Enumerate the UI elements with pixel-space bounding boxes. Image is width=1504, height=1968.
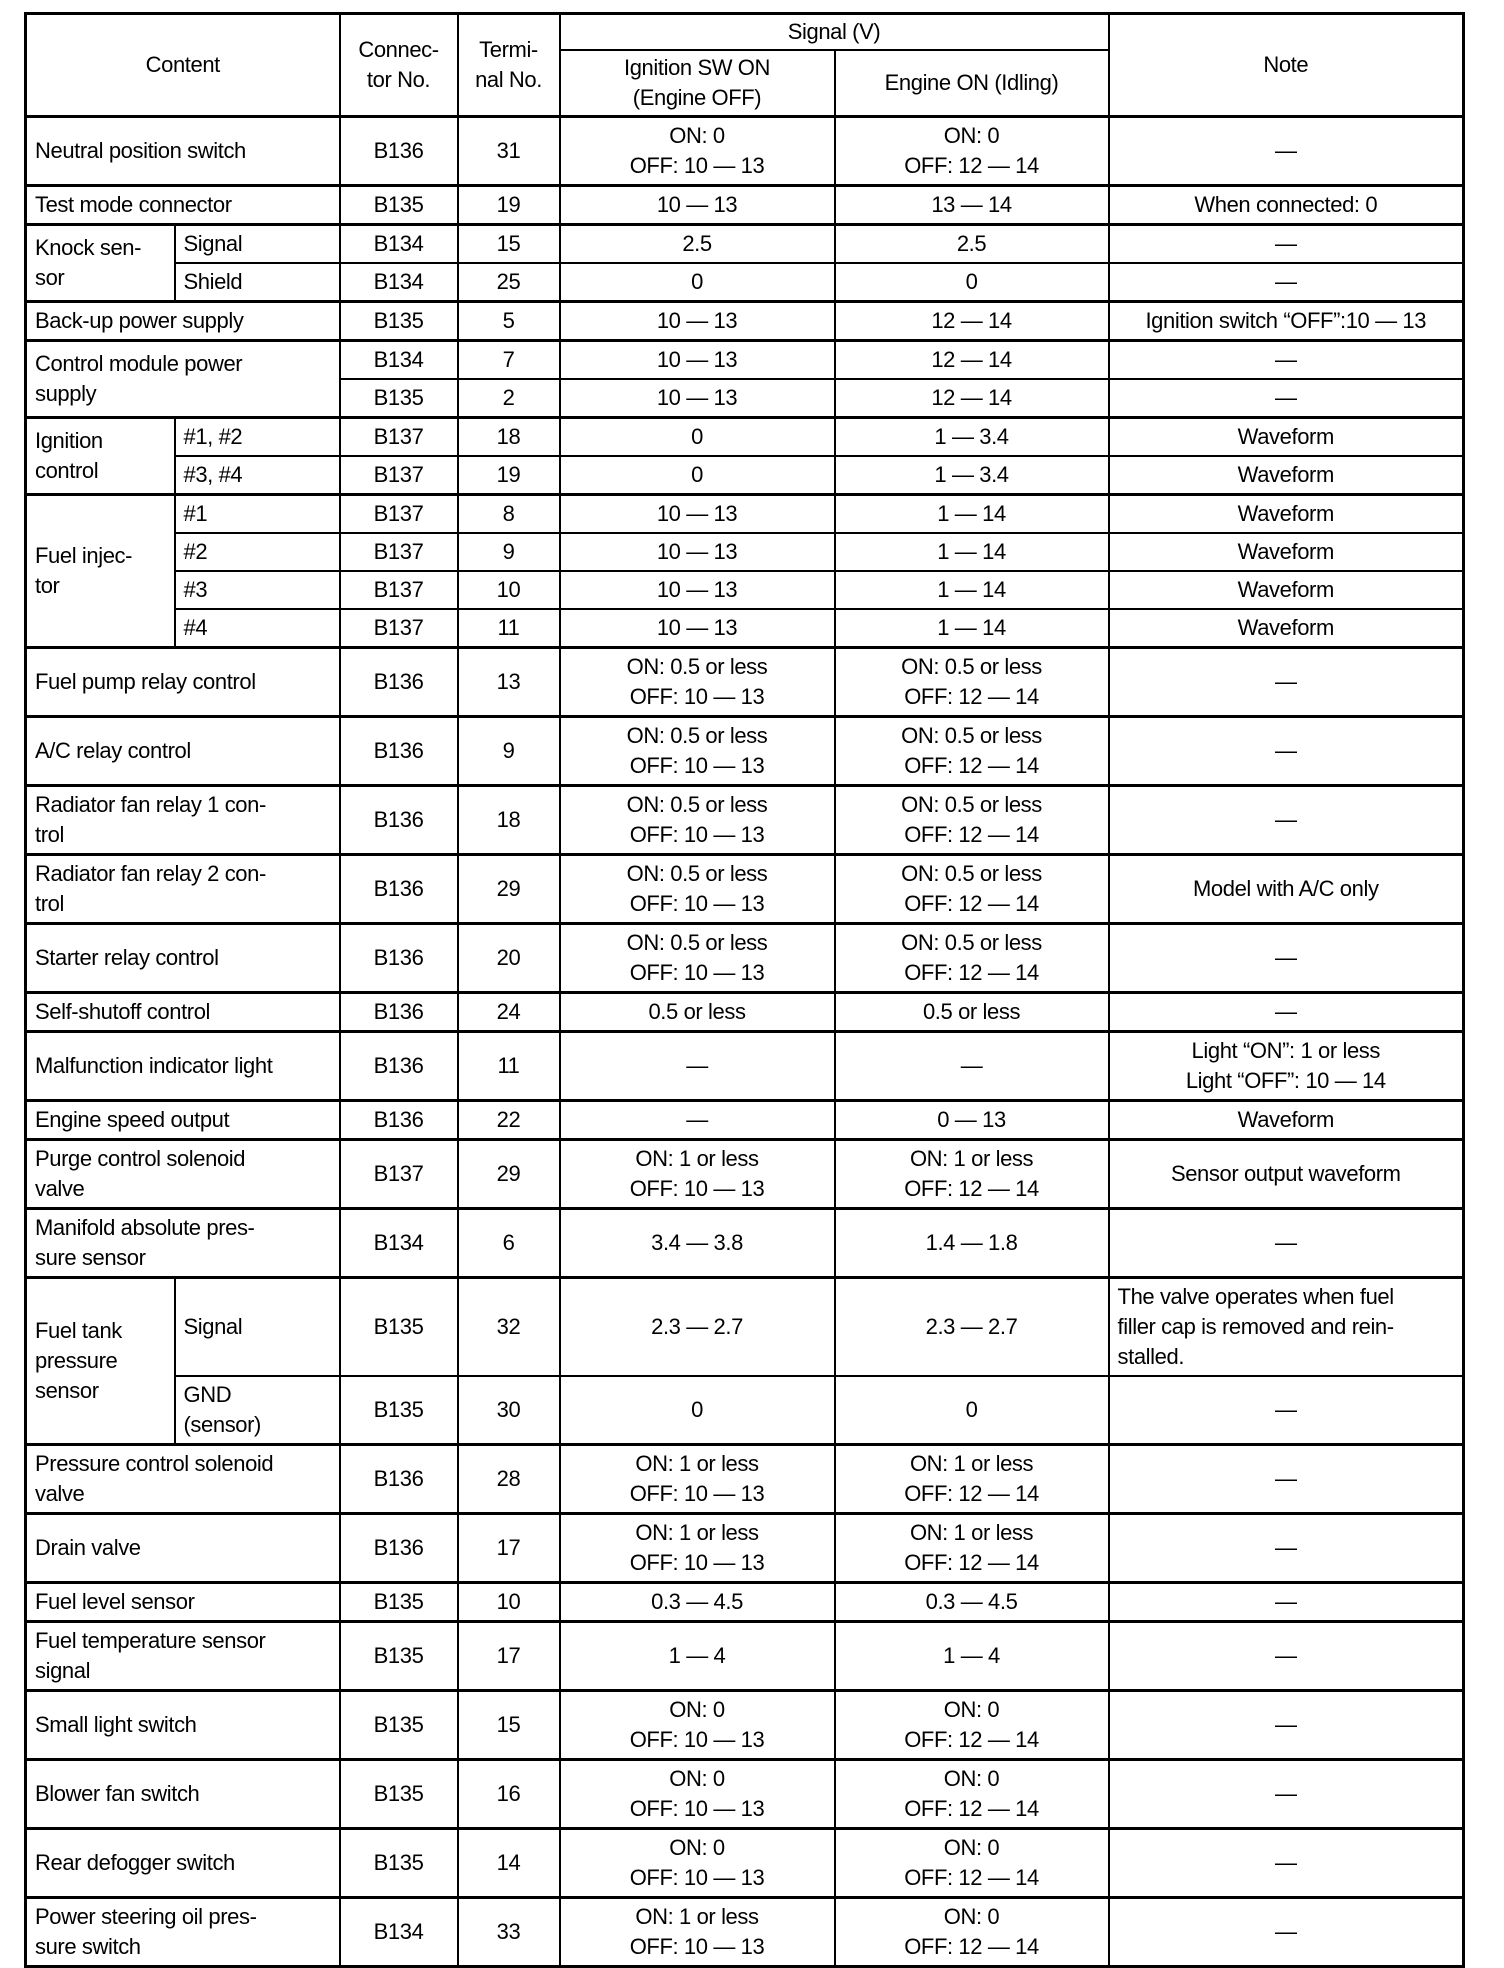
connector-cell: B136 xyxy=(340,648,458,717)
terminal-cell: 19 xyxy=(458,456,560,495)
header-engine-on: Engine ON (Idling) xyxy=(835,50,1109,117)
table-row xyxy=(26,1278,1464,1377)
engine-on-cell: ON: 0 OFF: 12 — 14 xyxy=(835,117,1109,186)
connector-cell: B135 xyxy=(340,379,458,418)
engine-on-cell: ON: 0.5 or less OFF: 12 — 14 xyxy=(835,924,1109,993)
table-row xyxy=(26,533,1464,571)
connector-cell: B136 xyxy=(340,1445,458,1514)
ignition-on-cell: 10 — 13 xyxy=(560,186,835,225)
table-body xyxy=(26,117,1464,1967)
engine-on-cell: 1 — 14 xyxy=(835,495,1109,534)
content-cell: Radiator fan relay 1 con- trol xyxy=(26,786,340,855)
sub-content-cell: GND (sensor) xyxy=(175,1376,340,1445)
terminal-cell: 15 xyxy=(458,1691,560,1760)
ignition-on-cell: ON: 0 OFF: 10 — 13 xyxy=(560,1691,835,1760)
terminal-cell: 18 xyxy=(458,418,560,457)
table-row xyxy=(26,855,1464,924)
connector-cell: B136 xyxy=(340,1101,458,1140)
terminal-cell: 8 xyxy=(458,495,560,534)
ignition-on-cell: 2.5 xyxy=(560,225,835,264)
engine-on-cell: ON: 0.5 or less OFF: 12 — 14 xyxy=(835,717,1109,786)
note-cell: — xyxy=(1109,924,1464,993)
content-cell: Radiator fan relay 2 con- trol xyxy=(26,855,340,924)
ignition-on-cell: ON: 1 or less OFF: 10 — 13 xyxy=(560,1898,835,1967)
note-cell: — xyxy=(1109,225,1464,264)
table-row xyxy=(26,786,1464,855)
terminal-cell: 17 xyxy=(458,1622,560,1691)
content-cell: Rear defogger switch xyxy=(26,1829,340,1898)
ignition-on-cell: 10 — 13 xyxy=(560,571,835,609)
ignition-on-cell: ON: 0.5 or less OFF: 10 — 13 xyxy=(560,924,835,993)
ignition-on-cell: ON: 1 or less OFF: 10 — 13 xyxy=(560,1445,835,1514)
ignition-on-cell: ON: 0.5 or less OFF: 10 — 13 xyxy=(560,717,835,786)
table-row xyxy=(26,418,1464,457)
engine-on-cell: 13 — 14 xyxy=(835,186,1109,225)
content-cell: Ignition control xyxy=(26,418,175,495)
table-row xyxy=(26,495,1464,534)
table-row xyxy=(26,1514,1464,1583)
terminal-cell: 30 xyxy=(458,1376,560,1445)
terminal-cell: 10 xyxy=(458,1583,560,1622)
note-cell: Waveform xyxy=(1109,495,1464,534)
terminal-cell: 20 xyxy=(458,924,560,993)
note-cell: Waveform xyxy=(1109,533,1464,571)
connector-cell: B135 xyxy=(340,1278,458,1377)
terminal-cell: 11 xyxy=(458,609,560,648)
sub-content-cell: #4 xyxy=(175,609,340,648)
table-row xyxy=(26,1032,1464,1101)
engine-on-cell: ON: 0 OFF: 12 — 14 xyxy=(835,1829,1109,1898)
note-cell: — xyxy=(1109,717,1464,786)
engine-on-cell: 12 — 14 xyxy=(835,302,1109,341)
table-row xyxy=(26,648,1464,717)
table-row xyxy=(26,1140,1464,1209)
ignition-on-cell: 0.3 — 4.5 xyxy=(560,1583,835,1622)
header-note: Note xyxy=(1109,14,1464,117)
sub-content-cell: #1 xyxy=(175,495,340,534)
terminal-cell: 28 xyxy=(458,1445,560,1514)
note-cell: — xyxy=(1109,1829,1464,1898)
note-cell: — xyxy=(1109,993,1464,1032)
engine-on-cell: ON: 0 OFF: 12 — 14 xyxy=(835,1898,1109,1967)
connector-cell: B135 xyxy=(340,1829,458,1898)
table-row xyxy=(26,302,1464,341)
connector-cell: B137 xyxy=(340,609,458,648)
ignition-on-cell: ON: 0 OFF: 10 — 13 xyxy=(560,117,835,186)
signal-table xyxy=(24,12,1465,1968)
content-cell: A/C relay control xyxy=(26,717,340,786)
terminal-cell: 9 xyxy=(458,717,560,786)
note-cell: — xyxy=(1109,648,1464,717)
note-cell: — xyxy=(1109,1622,1464,1691)
sub-content-cell: Signal xyxy=(175,1278,340,1377)
connector-cell: B134 xyxy=(340,263,458,302)
sub-content-cell: #3, #4 xyxy=(175,456,340,495)
engine-on-cell: ON: 0.5 or less OFF: 12 — 14 xyxy=(835,786,1109,855)
engine-on-cell: 1 — 3.4 xyxy=(835,418,1109,457)
content-cell: Pressure control solenoid valve xyxy=(26,1445,340,1514)
ignition-on-cell: 2.3 — 2.7 xyxy=(560,1278,835,1377)
ignition-on-cell: 10 — 13 xyxy=(560,302,835,341)
connector-cell: B136 xyxy=(340,855,458,924)
sub-content-cell: #3 xyxy=(175,571,340,609)
table-row xyxy=(26,571,1464,609)
table-row xyxy=(26,456,1464,495)
ignition-on-cell: 0 xyxy=(560,418,835,457)
terminal-cell: 11 xyxy=(458,1032,560,1101)
content-cell: Starter relay control xyxy=(26,924,340,993)
connector-cell: B134 xyxy=(340,1898,458,1967)
note-cell: Waveform xyxy=(1109,418,1464,457)
note-cell: — xyxy=(1109,1209,1464,1278)
terminal-cell: 6 xyxy=(458,1209,560,1278)
connector-cell: B136 xyxy=(340,1032,458,1101)
content-cell: Fuel injec- tor xyxy=(26,495,175,648)
content-cell: Self-shutoff control xyxy=(26,993,340,1032)
terminal-cell: 18 xyxy=(458,786,560,855)
ignition-on-cell: — xyxy=(560,1032,835,1101)
engine-on-cell: 0 xyxy=(835,1376,1109,1445)
ignition-on-cell: ON: 0 OFF: 10 — 13 xyxy=(560,1760,835,1829)
content-cell: Power steering oil pres- sure switch xyxy=(26,1898,340,1967)
engine-on-cell: 1.4 — 1.8 xyxy=(835,1209,1109,1278)
terminal-cell: 33 xyxy=(458,1898,560,1967)
engine-on-cell: 1 — 14 xyxy=(835,533,1109,571)
engine-on-cell: 2.5 xyxy=(835,225,1109,264)
connector-cell: B137 xyxy=(340,571,458,609)
engine-on-cell: 0.3 — 4.5 xyxy=(835,1583,1109,1622)
header-ignition-on: Ignition SW ON (Engine OFF) xyxy=(560,50,835,117)
engine-on-cell: 12 — 14 xyxy=(835,379,1109,418)
table-row xyxy=(26,609,1464,648)
ignition-on-cell: 0 xyxy=(560,263,835,302)
engine-on-cell: 0.5 or less xyxy=(835,993,1109,1032)
content-cell: Control module power supply xyxy=(26,341,340,418)
connector-cell: B137 xyxy=(340,1140,458,1209)
ignition-on-cell: ON: 0.5 or less OFF: 10 — 13 xyxy=(560,786,835,855)
connector-cell: B137 xyxy=(340,418,458,457)
note-cell: Waveform xyxy=(1109,1101,1464,1140)
note-cell: — xyxy=(1109,786,1464,855)
table-row xyxy=(26,1691,1464,1760)
note-cell: Waveform xyxy=(1109,609,1464,648)
note-cell: Model with A/C only xyxy=(1109,855,1464,924)
engine-on-cell: ON: 0 OFF: 12 — 14 xyxy=(835,1691,1109,1760)
ignition-on-cell: — xyxy=(560,1101,835,1140)
table-row xyxy=(26,1829,1464,1898)
terminal-cell: 13 xyxy=(458,648,560,717)
table-row xyxy=(26,341,1464,380)
ignition-on-cell: 10 — 13 xyxy=(560,609,835,648)
connector-cell: B137 xyxy=(340,533,458,571)
connector-cell: B137 xyxy=(340,456,458,495)
ignition-on-cell: ON: 1 or less OFF: 10 — 13 xyxy=(560,1140,835,1209)
connector-cell: B136 xyxy=(340,786,458,855)
connector-cell: B136 xyxy=(340,1514,458,1583)
connector-cell: B135 xyxy=(340,186,458,225)
header-content: Content xyxy=(26,14,340,117)
engine-on-cell: 2.3 — 2.7 xyxy=(835,1278,1109,1377)
engine-on-cell: 1 — 3.4 xyxy=(835,456,1109,495)
note-cell: — xyxy=(1109,1514,1464,1583)
header-signal: Signal (V) xyxy=(560,14,1109,51)
terminal-cell: 29 xyxy=(458,1140,560,1209)
ignition-on-cell: 10 — 13 xyxy=(560,495,835,534)
ignition-on-cell: 0 xyxy=(560,456,835,495)
note-cell: Ignition switch “OFF”:10 — 13 xyxy=(1109,302,1464,341)
ignition-on-cell: 1 — 4 xyxy=(560,1622,835,1691)
content-cell: Fuel level sensor xyxy=(26,1583,340,1622)
engine-on-cell: ON: 0.5 or less OFF: 12 — 14 xyxy=(835,855,1109,924)
note-cell: — xyxy=(1109,341,1464,380)
content-cell: Fuel pump relay control xyxy=(26,648,340,717)
note-cell: When connected: 0 xyxy=(1109,186,1464,225)
table-row xyxy=(26,1583,1464,1622)
engine-on-cell: ON: 1 or less OFF: 12 — 14 xyxy=(835,1445,1109,1514)
table-row xyxy=(26,993,1464,1032)
connector-cell: B135 xyxy=(340,1622,458,1691)
connector-cell: B135 xyxy=(340,1691,458,1760)
note-cell: The valve operates when fuel filler cap is removed and rein- stalled. xyxy=(1109,1278,1464,1377)
note-cell: Waveform xyxy=(1109,456,1464,495)
table-row xyxy=(26,1209,1464,1278)
content-cell: Neutral position switch xyxy=(26,117,340,186)
table-row xyxy=(26,1101,1464,1140)
table-row xyxy=(26,225,1464,264)
terminal-cell: 17 xyxy=(458,1514,560,1583)
terminal-cell: 29 xyxy=(458,855,560,924)
engine-on-cell: 0 xyxy=(835,263,1109,302)
ignition-on-cell: 10 — 13 xyxy=(560,533,835,571)
engine-on-cell: ON: 1 or less OFF: 12 — 14 xyxy=(835,1514,1109,1583)
content-cell: Fuel temperature sensor signal xyxy=(26,1622,340,1691)
engine-on-cell: ON: 0.5 or less OFF: 12 — 14 xyxy=(835,648,1109,717)
connector-cell: B136 xyxy=(340,993,458,1032)
connector-cell: B136 xyxy=(340,924,458,993)
terminal-cell: 7 xyxy=(458,341,560,380)
note-cell: — xyxy=(1109,1760,1464,1829)
ignition-on-cell: ON: 1 or less OFF: 10 — 13 xyxy=(560,1514,835,1583)
engine-on-cell: 12 — 14 xyxy=(835,341,1109,380)
content-cell: Knock sen- sor xyxy=(26,225,175,302)
table-row xyxy=(26,263,1464,302)
connector-cell: B135 xyxy=(340,1376,458,1445)
content-cell: Purge control solenoid valve xyxy=(26,1140,340,1209)
connector-cell: B135 xyxy=(340,302,458,341)
table-row xyxy=(26,1445,1464,1514)
terminal-cell: 14 xyxy=(458,1829,560,1898)
note-cell: — xyxy=(1109,263,1464,302)
engine-on-cell: 1 — 14 xyxy=(835,609,1109,648)
connector-cell: B134 xyxy=(340,341,458,380)
table-row xyxy=(26,717,1464,786)
sub-content-cell: #2 xyxy=(175,533,340,571)
table-row xyxy=(26,1376,1464,1445)
connector-cell: B136 xyxy=(340,117,458,186)
connector-cell: B134 xyxy=(340,225,458,264)
engine-on-cell: — xyxy=(835,1032,1109,1101)
engine-on-cell: 1 — 14 xyxy=(835,571,1109,609)
terminal-cell: 5 xyxy=(458,302,560,341)
content-cell: Engine speed output xyxy=(26,1101,340,1140)
ignition-on-cell: 0.5 or less xyxy=(560,993,835,1032)
note-cell: — xyxy=(1109,1445,1464,1514)
note-cell: — xyxy=(1109,117,1464,186)
terminal-cell: 19 xyxy=(458,186,560,225)
table-row xyxy=(26,1622,1464,1691)
note-cell: — xyxy=(1109,1898,1464,1967)
ignition-on-cell: ON: 0 OFF: 10 — 13 xyxy=(560,1829,835,1898)
note-cell: — xyxy=(1109,1691,1464,1760)
content-cell: Small light switch xyxy=(26,1691,340,1760)
content-cell: Manifold absolute pres- sure sensor xyxy=(26,1209,340,1278)
connector-cell: B137 xyxy=(340,495,458,534)
terminal-cell: 16 xyxy=(458,1760,560,1829)
ignition-on-cell: ON: 0.5 or less OFF: 10 — 13 xyxy=(560,855,835,924)
table-row xyxy=(26,186,1464,225)
note-cell: — xyxy=(1109,1583,1464,1622)
content-cell: Test mode connector xyxy=(26,186,340,225)
sub-content-cell: Signal xyxy=(175,225,340,264)
ignition-on-cell: 3.4 — 3.8 xyxy=(560,1209,835,1278)
engine-on-cell: 0 — 13 xyxy=(835,1101,1109,1140)
terminal-cell: 25 xyxy=(458,263,560,302)
note-cell: Light “ON”: 1 or less Light “OFF”: 10 — 14 xyxy=(1109,1032,1464,1101)
terminal-cell: 10 xyxy=(458,571,560,609)
sub-content-cell: Shield xyxy=(175,263,340,302)
terminal-cell: 22 xyxy=(458,1101,560,1140)
content-cell: Malfunction indicator light xyxy=(26,1032,340,1101)
ignition-on-cell: ON: 0.5 or less OFF: 10 — 13 xyxy=(560,648,835,717)
terminal-cell: 9 xyxy=(458,533,560,571)
content-cell: Fuel tank pressure sensor xyxy=(26,1278,175,1445)
note-cell: Sensor output waveform xyxy=(1109,1140,1464,1209)
ignition-on-cell: 0 xyxy=(560,1376,835,1445)
header-connector: Connec- tor No. xyxy=(340,14,458,117)
terminal-cell: 31 xyxy=(458,117,560,186)
header-terminal: Termi- nal No. xyxy=(458,14,560,117)
ignition-on-cell: 10 — 13 xyxy=(560,379,835,418)
connector-cell: B135 xyxy=(340,1583,458,1622)
note-cell: — xyxy=(1109,1376,1464,1445)
ignition-on-cell: 10 — 13 xyxy=(560,341,835,380)
terminal-cell: 2 xyxy=(458,379,560,418)
connector-cell: B135 xyxy=(340,1760,458,1829)
terminal-cell: 15 xyxy=(458,225,560,264)
table-row xyxy=(26,924,1464,993)
connector-cell: B134 xyxy=(340,1209,458,1278)
note-cell: — xyxy=(1109,379,1464,418)
content-cell: Back-up power supply xyxy=(26,302,340,341)
table-header xyxy=(26,14,1464,117)
engine-on-cell: ON: 0 OFF: 12 — 14 xyxy=(835,1760,1109,1829)
engine-on-cell: ON: 1 or less OFF: 12 — 14 xyxy=(835,1140,1109,1209)
terminal-cell: 32 xyxy=(458,1278,560,1377)
connector-cell: B136 xyxy=(340,717,458,786)
terminal-cell: 24 xyxy=(458,993,560,1032)
engine-on-cell: 1 — 4 xyxy=(835,1622,1109,1691)
note-cell: Waveform xyxy=(1109,571,1464,609)
table-row xyxy=(26,117,1464,186)
table-row xyxy=(26,1760,1464,1829)
content-cell: Blower fan switch xyxy=(26,1760,340,1829)
content-cell: Drain valve xyxy=(26,1514,340,1583)
sub-content-cell: #1, #2 xyxy=(175,418,340,457)
